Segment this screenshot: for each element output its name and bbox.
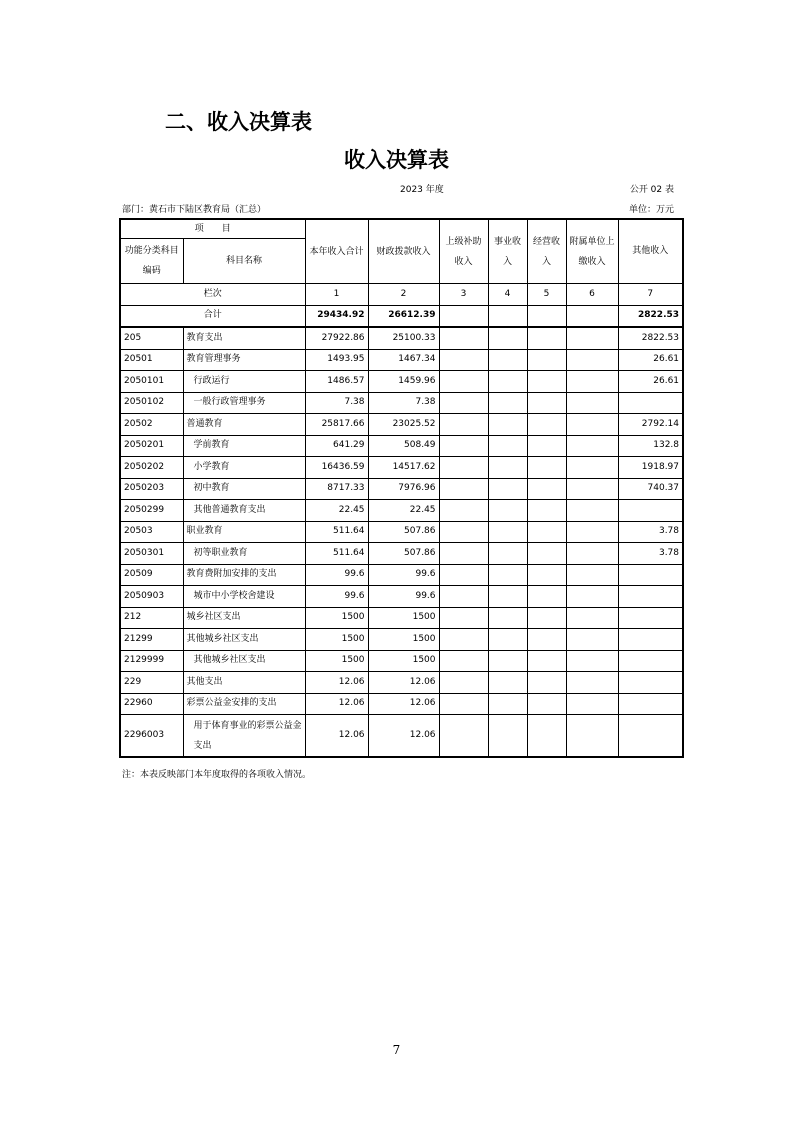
row-value: 641.29	[305, 435, 368, 457]
row-value: 99.6	[305, 586, 368, 608]
row-code: 20502	[120, 414, 183, 436]
row-value	[439, 693, 488, 715]
row-value	[488, 543, 527, 565]
row-value: 12.06	[305, 715, 368, 758]
row-value	[527, 457, 566, 479]
row-value	[488, 478, 527, 500]
page-number: 7	[392, 1043, 401, 1057]
row-value	[488, 629, 527, 651]
row-value	[439, 672, 488, 694]
row-value	[527, 693, 566, 715]
row-subject-name: 普通教育	[183, 414, 305, 436]
header-func-code: 功能分类科目编码	[120, 239, 183, 284]
table-row	[120, 457, 683, 479]
row-value: 99.6	[305, 564, 368, 586]
row-value: 27922.86	[305, 327, 368, 349]
row-code: 2050101	[120, 371, 183, 393]
header-subject-name: 科目名称	[183, 239, 305, 284]
row-value	[439, 521, 488, 543]
total-row	[120, 305, 683, 327]
row-value	[439, 715, 488, 758]
row-value	[618, 500, 683, 522]
table-row	[120, 693, 683, 715]
row-value: 25817.66	[305, 414, 368, 436]
row-value: 7976.96	[368, 478, 439, 500]
row-value	[618, 607, 683, 629]
table-row	[120, 500, 683, 522]
row-subject-name: 用于体育事业的彩票公益金支出	[183, 715, 305, 758]
row-value	[488, 672, 527, 694]
row-value: 99.6	[368, 564, 439, 586]
row-value	[618, 392, 683, 414]
row-code: 212	[120, 607, 183, 629]
row-value: 1493.95	[305, 349, 368, 371]
table-row	[120, 521, 683, 543]
row-value	[566, 457, 618, 479]
row-value	[488, 371, 527, 393]
row-value	[566, 715, 618, 758]
row-value	[618, 564, 683, 586]
row-value: 7.38	[368, 392, 439, 414]
column-number: 7	[618, 284, 683, 306]
row-value	[439, 478, 488, 500]
table-row	[120, 392, 683, 414]
row-value: 12.06	[368, 672, 439, 694]
row-code: 2129999	[120, 650, 183, 672]
year-label: 2023 年度	[400, 185, 444, 195]
row-value	[618, 693, 683, 715]
row-value	[527, 349, 566, 371]
row-value	[527, 586, 566, 608]
row-value	[566, 327, 618, 349]
row-code: 20501	[120, 349, 183, 371]
row-value: 26.61	[618, 349, 683, 371]
row-code: 21299	[120, 629, 183, 651]
row-value: 740.37	[618, 478, 683, 500]
row-value: 8717.33	[305, 478, 368, 500]
row-value	[488, 715, 527, 758]
row-value	[566, 500, 618, 522]
row-value	[527, 478, 566, 500]
table-row	[120, 586, 683, 608]
row-value	[439, 586, 488, 608]
column-number: 1	[305, 284, 368, 306]
header-operation: 经营收入	[527, 219, 566, 284]
header-total: 本年收入合计	[305, 219, 368, 284]
header-item: 项 目	[120, 219, 305, 239]
header-other: 其他收入	[618, 219, 683, 284]
row-value: 23025.52	[368, 414, 439, 436]
total-label: 合计	[120, 305, 305, 327]
row-code: 2050201	[120, 435, 183, 457]
row-subject-name: 城乡社区支出	[183, 607, 305, 629]
total-value	[488, 305, 527, 327]
row-value	[488, 435, 527, 457]
row-value	[566, 672, 618, 694]
row-value	[439, 607, 488, 629]
row-value: 1500	[305, 650, 368, 672]
row-value	[527, 500, 566, 522]
table-title: 收入决算表	[344, 148, 449, 172]
row-value: 22.45	[305, 500, 368, 522]
row-value	[566, 693, 618, 715]
header-business: 事业收入	[488, 219, 527, 284]
row-value: 507.86	[368, 521, 439, 543]
row-value	[566, 414, 618, 436]
table-row	[120, 327, 683, 349]
row-value: 1918.97	[618, 457, 683, 479]
row-value	[439, 629, 488, 651]
row-value: 99.6	[368, 586, 439, 608]
table-row	[120, 371, 683, 393]
row-value: 1500	[368, 607, 439, 629]
row-subject-name: 其他普通教育支出	[183, 500, 305, 522]
row-value	[488, 457, 527, 479]
row-value	[488, 414, 527, 436]
total-value	[439, 305, 488, 327]
column-number-row	[120, 284, 683, 306]
row-value	[618, 672, 683, 694]
row-value: 1500	[368, 650, 439, 672]
unit-label: 单位：万元	[628, 205, 674, 215]
row-value	[439, 371, 488, 393]
row-value	[566, 371, 618, 393]
row-subject-name: 其他城乡社区支出	[183, 650, 305, 672]
row-code: 2050299	[120, 500, 183, 522]
row-value	[439, 435, 488, 457]
row-value	[566, 349, 618, 371]
row-value	[527, 607, 566, 629]
row-value	[439, 414, 488, 436]
row-value	[527, 435, 566, 457]
row-value	[488, 500, 527, 522]
total-value: 26612.39	[368, 305, 439, 327]
header-affiliated: 附属单位上缴收入	[566, 219, 618, 284]
row-value	[618, 629, 683, 651]
row-subject-name: 城市中小学校舍建设	[183, 586, 305, 608]
row-subject-name: 行政运行	[183, 371, 305, 393]
row-value: 1500	[368, 629, 439, 651]
row-subject-name: 教育支出	[183, 327, 305, 349]
row-code: 2050102	[120, 392, 183, 414]
table-row	[120, 672, 683, 694]
row-value: 12.06	[368, 715, 439, 758]
row-value	[488, 392, 527, 414]
row-value	[439, 392, 488, 414]
header-upper: 上级补助收入	[439, 219, 488, 284]
header-fiscal: 财政拨款收入	[368, 219, 439, 284]
row-value: 1500	[305, 629, 368, 651]
table-row	[120, 435, 683, 457]
row-value: 12.06	[305, 693, 368, 715]
row-value	[527, 715, 566, 758]
department-label: 部门：黄石市下陆区教育局（汇总）	[122, 205, 267, 215]
row-value	[488, 607, 527, 629]
table-row	[120, 650, 683, 672]
row-value	[566, 543, 618, 565]
table-row	[120, 349, 683, 371]
row-value	[527, 543, 566, 565]
row-value	[439, 500, 488, 522]
row-value: 14517.62	[368, 457, 439, 479]
row-value: 12.06	[368, 693, 439, 715]
total-value: 2822.53	[618, 305, 683, 327]
row-value: 132.8	[618, 435, 683, 457]
table-row	[120, 478, 683, 500]
table-row	[120, 564, 683, 586]
row-value	[566, 478, 618, 500]
row-code: 2050903	[120, 586, 183, 608]
row-value: 7.38	[305, 392, 368, 414]
row-value: 26.61	[618, 371, 683, 393]
form-number: 公开 02 表	[629, 185, 674, 195]
row-value	[566, 435, 618, 457]
row-value: 511.64	[305, 521, 368, 543]
row-value	[527, 564, 566, 586]
table-row	[120, 629, 683, 651]
column-number: 5	[527, 284, 566, 306]
row-value	[488, 521, 527, 543]
row-value	[527, 650, 566, 672]
column-number: 4	[488, 284, 527, 306]
column-label: 栏次	[120, 284, 305, 306]
row-value: 1486.57	[305, 371, 368, 393]
row-code: 22960	[120, 693, 183, 715]
total-value	[527, 305, 566, 327]
row-subject-name: 教育管理事务	[183, 349, 305, 371]
row-value	[566, 629, 618, 651]
row-subject-name: 初中教育	[183, 478, 305, 500]
row-subject-name: 教育费附加安排的支出	[183, 564, 305, 586]
row-code: 2296003	[120, 715, 183, 758]
row-subject-name: 学前教育	[183, 435, 305, 457]
row-value: 3.78	[618, 543, 683, 565]
row-value	[618, 586, 683, 608]
table-row	[120, 414, 683, 436]
total-value	[566, 305, 618, 327]
row-code: 2050203	[120, 478, 183, 500]
row-value	[566, 607, 618, 629]
row-value	[439, 349, 488, 371]
row-value: 511.64	[305, 543, 368, 565]
row-value	[488, 650, 527, 672]
table-note: 注：本表反映部门本年度取得的各项收入情况。	[122, 770, 312, 780]
row-value: 1459.96	[368, 371, 439, 393]
row-value	[488, 693, 527, 715]
row-code: 205	[120, 327, 183, 349]
row-value: 507.86	[368, 543, 439, 565]
row-value	[439, 564, 488, 586]
row-value	[488, 586, 527, 608]
table-row	[120, 607, 683, 629]
row-subject-name: 初等职业教育	[183, 543, 305, 565]
row-subject-name: 小学教育	[183, 457, 305, 479]
income-table	[119, 218, 684, 758]
row-value: 2822.53	[618, 327, 683, 349]
row-code: 2050202	[120, 457, 183, 479]
row-value: 2792.14	[618, 414, 683, 436]
row-subject-name: 其他支出	[183, 672, 305, 694]
row-value	[488, 349, 527, 371]
row-value	[527, 629, 566, 651]
section-title: 二、收入决算表	[165, 110, 312, 134]
row-value	[527, 327, 566, 349]
row-value	[527, 371, 566, 393]
row-value	[527, 414, 566, 436]
row-value: 1500	[305, 607, 368, 629]
row-code: 2050301	[120, 543, 183, 565]
row-value	[566, 650, 618, 672]
table-row	[120, 715, 683, 758]
row-value	[527, 521, 566, 543]
row-value	[527, 392, 566, 414]
row-value	[618, 650, 683, 672]
table-row	[120, 543, 683, 565]
row-subject-name: 职业教育	[183, 521, 305, 543]
row-subject-name: 其他城乡社区支出	[183, 629, 305, 651]
row-value	[566, 392, 618, 414]
row-value: 12.06	[305, 672, 368, 694]
row-value	[566, 586, 618, 608]
row-value	[618, 715, 683, 758]
row-value	[439, 327, 488, 349]
row-value: 25100.33	[368, 327, 439, 349]
row-code: 20509	[120, 564, 183, 586]
row-value	[488, 564, 527, 586]
row-value: 16436.59	[305, 457, 368, 479]
row-subject-name: 一般行政管理事务	[183, 392, 305, 414]
row-code: 229	[120, 672, 183, 694]
row-subject-name: 彩票公益金安排的支出	[183, 693, 305, 715]
row-value: 3.78	[618, 521, 683, 543]
row-value	[488, 327, 527, 349]
row-value	[439, 650, 488, 672]
column-number: 2	[368, 284, 439, 306]
row-value	[566, 564, 618, 586]
column-number: 6	[566, 284, 618, 306]
row-value: 22.45	[368, 500, 439, 522]
row-value	[527, 672, 566, 694]
row-code: 20503	[120, 521, 183, 543]
total-value: 29434.92	[305, 305, 368, 327]
row-value	[439, 543, 488, 565]
row-value	[566, 521, 618, 543]
row-value: 508.49	[368, 435, 439, 457]
row-value: 1467.34	[368, 349, 439, 371]
column-number: 3	[439, 284, 488, 306]
row-value	[439, 457, 488, 479]
